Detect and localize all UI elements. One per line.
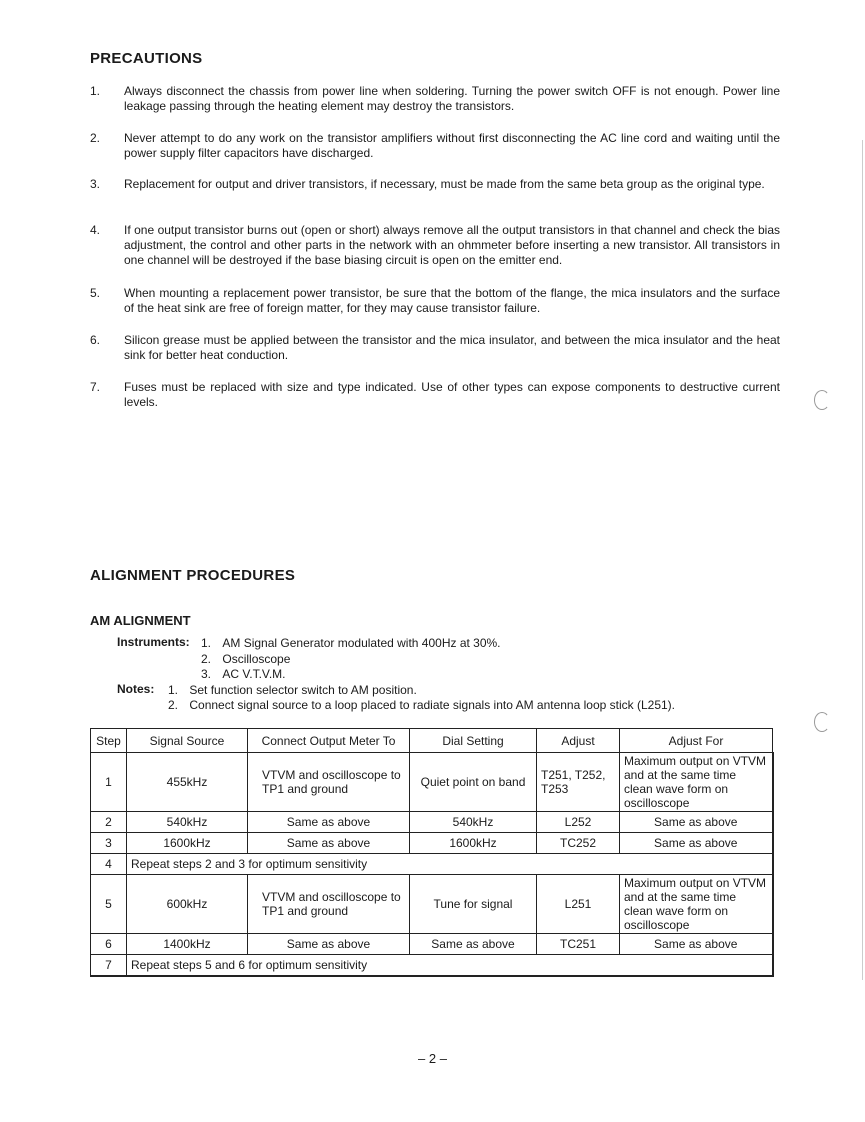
- item-text: Set function selector switch to AM position.: [189, 683, 417, 697]
- instruments-label: Instruments:: [117, 635, 190, 649]
- cell-adjust: L252: [537, 812, 620, 833]
- header-connect-output-meter: Connect Output Meter To: [248, 729, 410, 753]
- table-row: [91, 875, 773, 934]
- cell-dial-setting: Quiet point on band: [410, 753, 537, 812]
- cell-adjust: TC252: [537, 833, 620, 854]
- cell-adjust: T251, T252, T253: [537, 753, 620, 812]
- cell-step: 6: [91, 934, 127, 955]
- cell-dial-setting: Same as above: [410, 934, 537, 955]
- item-text: Always disconnect the chassis from power line when soldering. Turning the power switch OFF is not enough. Power line leakage passing through the heating element may destroy the transistors.: [124, 84, 780, 113]
- table-row: [91, 753, 773, 812]
- item-text: Connect signal source to a loop placed to radiate signals into AM antenna loop stick (L251).: [189, 698, 675, 712]
- cell-dial-setting: 1600kHz: [410, 833, 537, 854]
- item-number: 6.: [90, 333, 101, 347]
- item-text: Oscilloscope: [222, 652, 291, 666]
- precaution-item-7: [90, 380, 780, 410]
- cell-step: 2: [91, 812, 127, 833]
- header-adjust: Adjust: [537, 729, 620, 753]
- cell-repeat-note: Repeat steps 5 and 6 for optimum sensitivity: [127, 955, 773, 977]
- am-alignment-table: [90, 728, 774, 977]
- table-row: [91, 934, 773, 955]
- cell-dial-setting: 540kHz: [410, 812, 537, 833]
- cell-step: 4: [91, 854, 127, 875]
- cell-step: 3: [91, 833, 127, 854]
- item-text: AC V.T.V.M.: [222, 667, 286, 681]
- item-text: If one output transistor burns out (open or short) always remove all the output transistors in that channel and check the bias adjustment, the control and other parts in the network with an ohmmeter before inserting a new transistor. All transistors in one channel will be destroyed if the base biasing circuit is open on the emitter end.: [124, 223, 780, 267]
- item-text: Silicon grease must be applied between the transistor and the mica insulator, and between the mica insulator and the heat sink for better heat conduction.: [124, 333, 780, 362]
- item-number: 7.: [90, 380, 101, 394]
- scan-edge-line: [862, 140, 863, 980]
- cell-adjust-for: Maximum output on VTVM and at the same time clean wave form on oscilloscope: [620, 753, 773, 812]
- header-dial-setting: Dial Setting: [410, 729, 537, 753]
- item-text: Fuses must be replaced with size and type indicated. Use of other types can expose components to destructive current levels.: [124, 380, 780, 409]
- cell-signal-source: 540kHz: [127, 812, 248, 833]
- punch-hole-mark: [814, 712, 830, 732]
- item-number: 1.: [168, 683, 179, 697]
- precaution-item-3: [90, 177, 780, 192]
- cell-output-meter: Same as above: [248, 934, 410, 955]
- cell-signal-source: 455kHz: [127, 753, 248, 812]
- precaution-item-6: [90, 333, 780, 363]
- cell-adjust-for: Same as above: [620, 812, 773, 833]
- precaution-item-1: [90, 84, 780, 114]
- item-text: When mounting a replacement power transistor, be sure that the bottom of the flange, the mica insulators and the surface of the heat sink are free of foreign matter, for they may cause transistor failure.: [124, 286, 780, 315]
- item-number: 1.: [90, 84, 101, 98]
- cell-step: 5: [91, 875, 127, 934]
- header-step: Step: [91, 729, 127, 753]
- instrument-item-2: [201, 652, 290, 666]
- item-number: 3.: [90, 177, 101, 191]
- item-number: 4.: [90, 223, 101, 237]
- instrument-item-3: [201, 667, 286, 681]
- item-number: 2.: [168, 698, 179, 712]
- punch-hole-mark: [814, 390, 830, 410]
- cell-output-meter: VTVM and oscilloscope to TP1 and ground: [248, 753, 410, 812]
- cell-signal-source: 1600kHz: [127, 833, 248, 854]
- table-row: [91, 812, 773, 833]
- header-adjust-for: Adjust For: [620, 729, 773, 753]
- cell-step: 7: [91, 955, 127, 977]
- cell-signal-source: 600kHz: [127, 875, 248, 934]
- item-text: AM Signal Generator modulated with 400Hz at 30%.: [222, 636, 501, 650]
- cell-signal-source: 1400kHz: [127, 934, 248, 955]
- cell-dial-setting: Tune for signal: [410, 875, 537, 934]
- table-row: [91, 955, 773, 977]
- precautions-heading: PRECAUTIONS: [90, 50, 203, 67]
- header-signal-source: Signal Source: [127, 729, 248, 753]
- item-text: Never attempt to do any work on the transistor amplifiers without first disconnecting the AC line cord and waiting until the power supply filter capacitors have discharged.: [124, 131, 780, 160]
- page-number: – 2 –: [418, 1051, 447, 1066]
- cell-adjust: L251: [537, 875, 620, 934]
- cell-adjust-for: Same as above: [620, 833, 773, 854]
- precaution-item-4: [90, 223, 780, 268]
- note-item-1: [168, 683, 417, 697]
- precaution-item-5: [90, 286, 780, 316]
- item-number: 2.: [201, 652, 212, 666]
- table-header-row: [91, 729, 773, 753]
- cell-output-meter: Same as above: [248, 812, 410, 833]
- cell-adjust-for: Same as above: [620, 934, 773, 955]
- instrument-item-1: [201, 636, 501, 650]
- precaution-item-2: [90, 131, 780, 161]
- table-row: [91, 833, 773, 854]
- cell-output-meter: Same as above: [248, 833, 410, 854]
- cell-adjust: TC251: [537, 934, 620, 955]
- am-alignment-heading: AM ALIGNMENT: [90, 613, 191, 628]
- cell-repeat-note: Repeat steps 2 and 3 for optimum sensitivity: [127, 854, 773, 875]
- item-number: 2.: [90, 131, 101, 145]
- item-number: 3.: [201, 667, 212, 681]
- cell-adjust-for: Maximum output on VTVM and at the same time clean wave form on oscilloscope: [620, 875, 773, 934]
- item-number: 1.: [201, 636, 212, 650]
- alignment-heading: ALIGNMENT PROCEDURES: [90, 567, 296, 584]
- notes-label: Notes:: [117, 682, 155, 696]
- cell-output-meter: VTVM and oscilloscope to TP1 and ground: [248, 875, 410, 934]
- item-text: Replacement for output and driver transistors, if necessary, must be made from the same beta group as the original type.: [124, 177, 765, 191]
- item-number: 5.: [90, 286, 101, 300]
- note-item-2: [168, 698, 675, 712]
- cell-step: 1: [91, 753, 127, 812]
- table-row: [91, 854, 773, 875]
